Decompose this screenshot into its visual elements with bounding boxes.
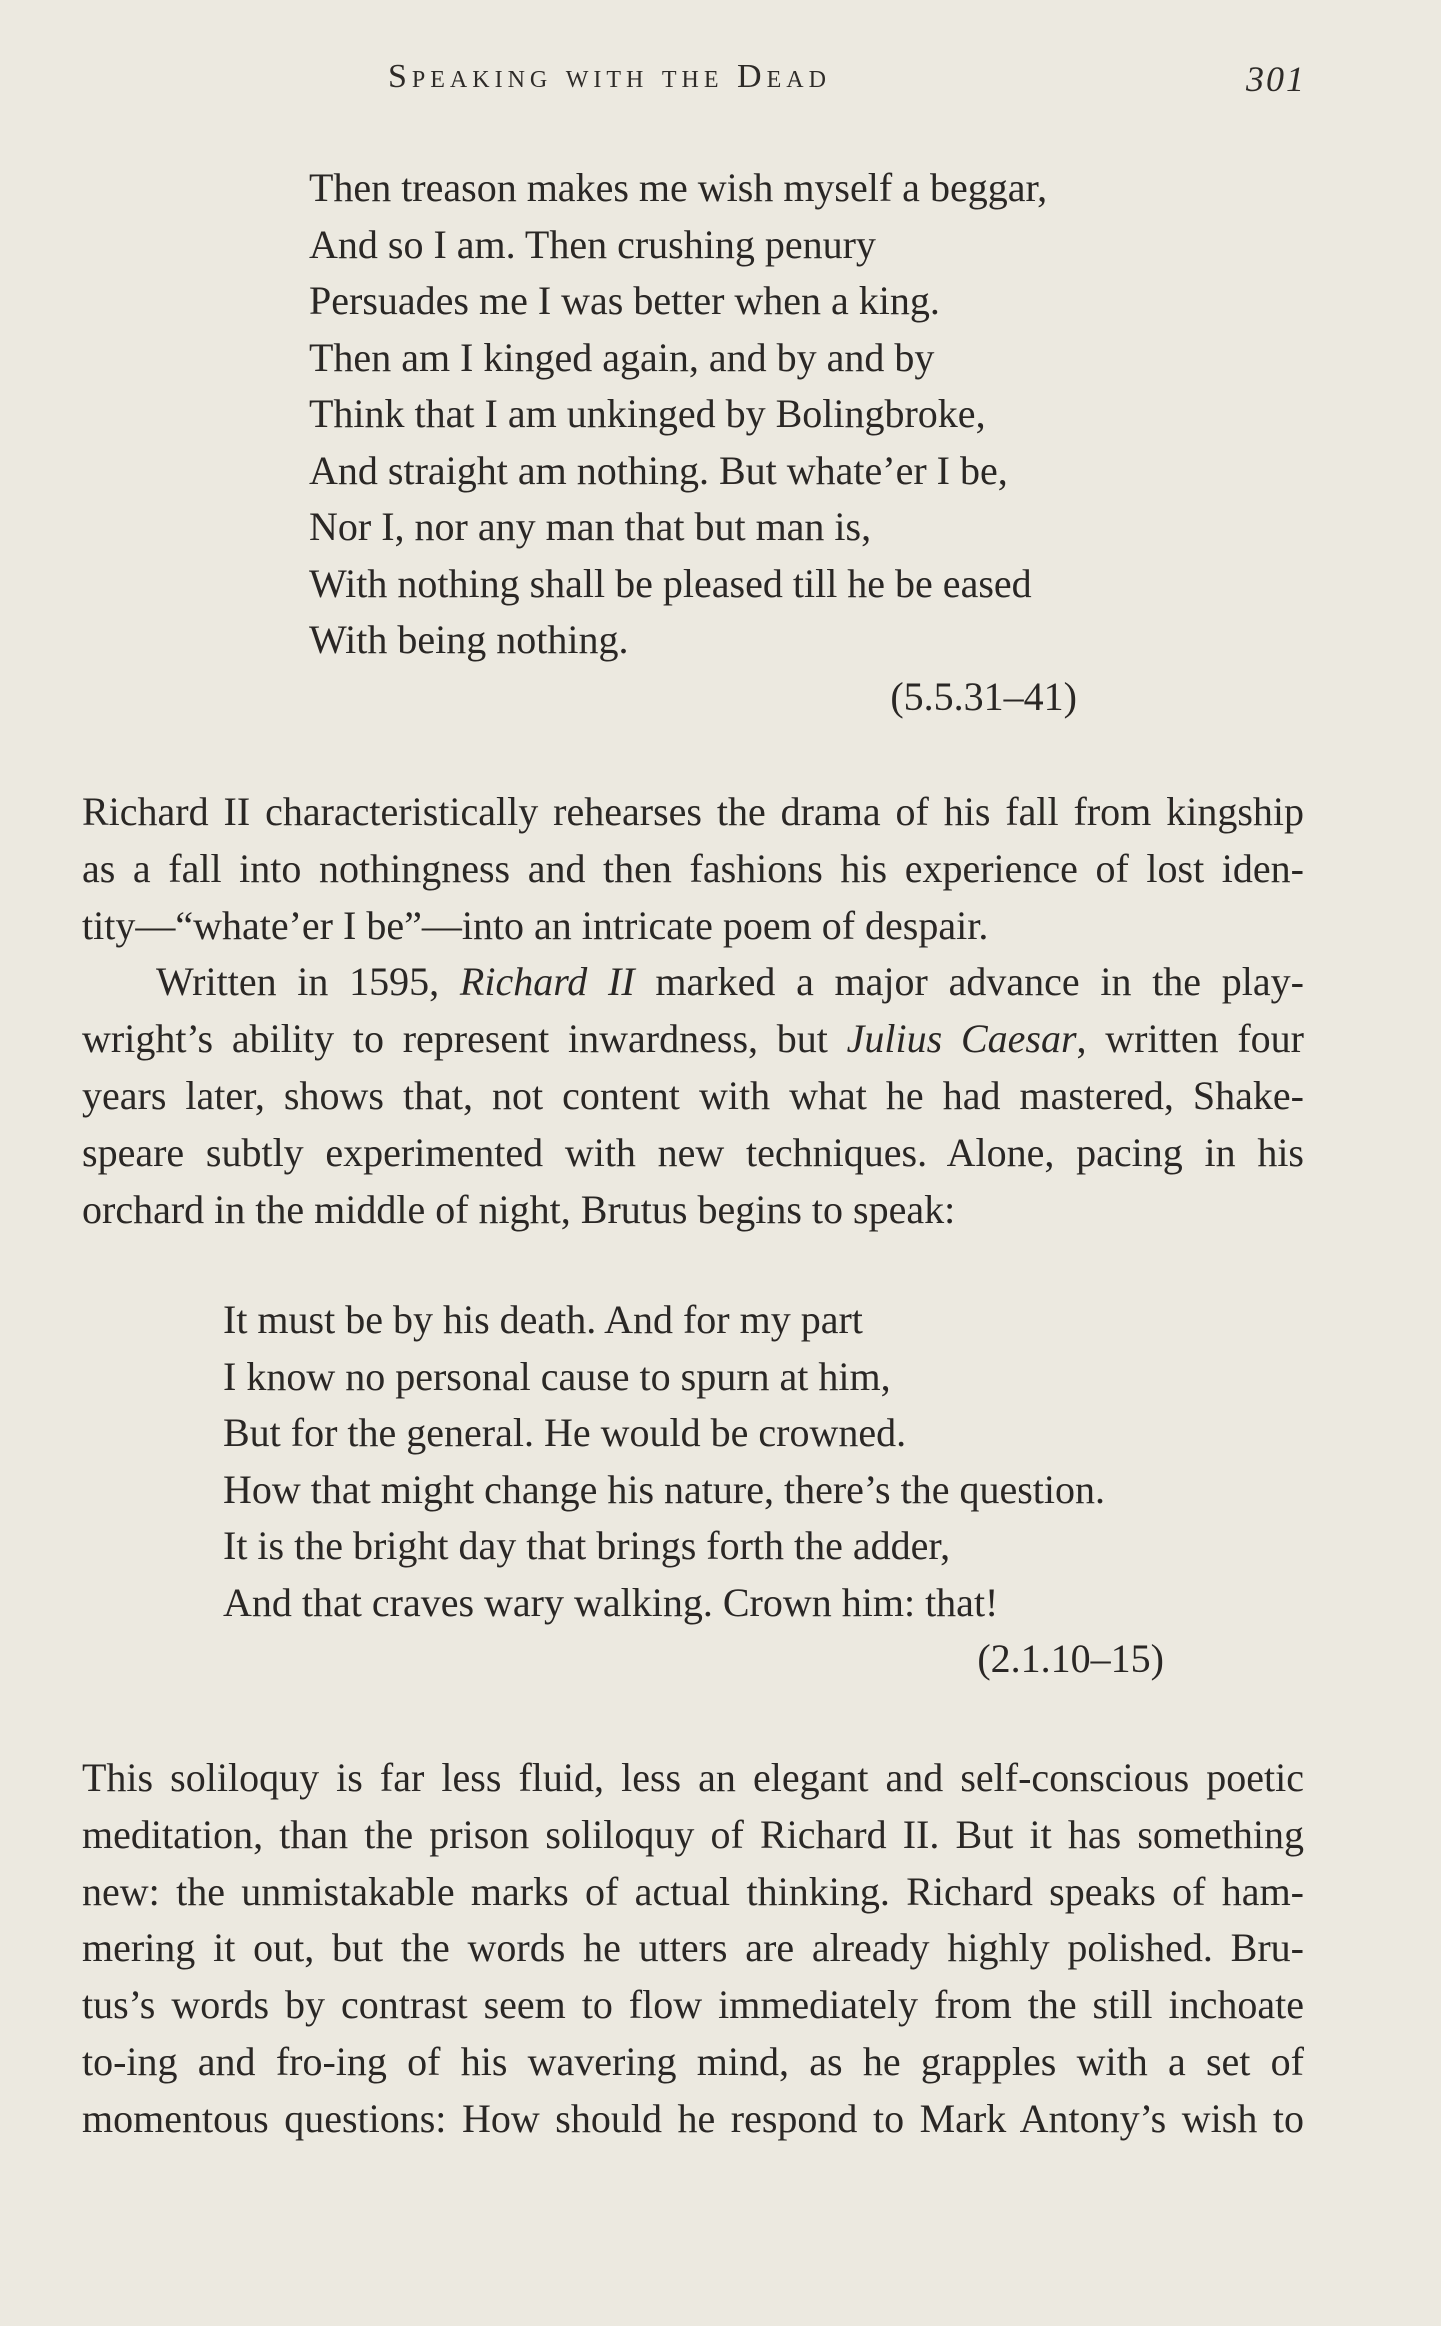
text-line: mering it out, but the words he utters are already highly polished. Bru- bbox=[82, 1925, 1304, 1971]
verse-line: With being nothing. bbox=[309, 617, 629, 662]
verse-line: Nor I, nor any man that but man is, bbox=[309, 504, 872, 549]
running-head: Speaking with the Dead bbox=[388, 58, 831, 95]
verse-line: Persuades me I was better when a king. bbox=[309, 278, 940, 323]
text-run: Written in 1595, bbox=[156, 959, 460, 1005]
text-line: as a fall into nothingness and then fashions his experience of lost iden- bbox=[82, 845, 1304, 891]
verse-quotation-richard-ii bbox=[309, 160, 1079, 725]
text-line: years later, shows that, not content with what he had mastered, Shake- bbox=[82, 1072, 1304, 1118]
verse-line: Then treason makes me wish myself a beggar, bbox=[309, 165, 1048, 210]
text-line: meditation, than the prison soliloquy of Richard II. But it has something bbox=[82, 1811, 1304, 1857]
text-line: This soliloquy is far less fluid, less an elegant and self-conscious poetic bbox=[82, 1755, 1304, 1800]
text-line: orchard in the middle of night, Brutus begins to speak: bbox=[82, 1186, 956, 1232]
verse-line: And that craves wary walking. Crown him: that! bbox=[223, 1579, 999, 1625]
play-title: Julius Caesar bbox=[846, 1016, 1077, 1062]
page-number: 301 bbox=[1246, 59, 1306, 99]
text-line bbox=[82, 1011, 1304, 1068]
verse-line: I know no personal cause to spurn at him, bbox=[223, 1353, 891, 1399]
verse-citation: (2.1.10–15) bbox=[977, 1636, 1164, 1681]
verse-line: And so I am. Then crushing penury bbox=[309, 221, 876, 267]
verse-line: And straight am nothing. But whate’er I be, bbox=[309, 447, 1008, 493]
text-line: speare subtly experimented with new techniques. Alone, pacing in his bbox=[82, 1129, 1304, 1175]
text-line: tity—“whate’er I be”—into an intricate poem of despair. bbox=[82, 902, 989, 948]
text-run: marked a major advance in the play- bbox=[634, 959, 1304, 1005]
verse-line: It must be by his death. And for my part bbox=[223, 1297, 863, 1342]
text-line: Richard II characteristically rehearses the drama of his fall from kingship bbox=[82, 789, 1304, 834]
text-line: new: the unmistakable marks of actual thinking. Richard speaks of ham- bbox=[82, 1868, 1304, 1914]
verse-quotation-julius-caesar bbox=[223, 1292, 1163, 1688]
verse-line: It is the bright day that brings forth the adder, bbox=[223, 1523, 951, 1568]
text-run: wright’s ability to represent inwardness, but bbox=[82, 1016, 847, 1062]
verse-line: How that might change his nature, there’s the question. bbox=[223, 1466, 1106, 1512]
verse-line: With nothing shall be pleased till he be eased bbox=[309, 560, 1032, 606]
verse-citation: (5.5.31–41) bbox=[890, 673, 1077, 719]
text-run: , written four bbox=[1076, 1016, 1304, 1062]
play-title: Richard II bbox=[459, 959, 635, 1005]
verse-line: But for the general. He would be crowned. bbox=[223, 1410, 907, 1455]
text-line: tus’s words by contrast seem to flow immediately from the still inchoate bbox=[82, 1982, 1304, 2028]
text-line: to-ing and fro-ing of his wavering mind, as he grapples with a set of bbox=[82, 2038, 1304, 2084]
verse-line: Then am I kinged again, and by and by bbox=[309, 334, 935, 380]
text-line bbox=[82, 954, 1304, 1011]
verse-line: Think that I am unkinged by Bolingbroke, bbox=[309, 391, 986, 436]
text-line: momentous questions: How should he respond to Mark Antony’s wish to bbox=[82, 2095, 1304, 2141]
body-text-block bbox=[82, 1750, 1304, 2148]
body-text-block bbox=[82, 784, 1304, 1238]
